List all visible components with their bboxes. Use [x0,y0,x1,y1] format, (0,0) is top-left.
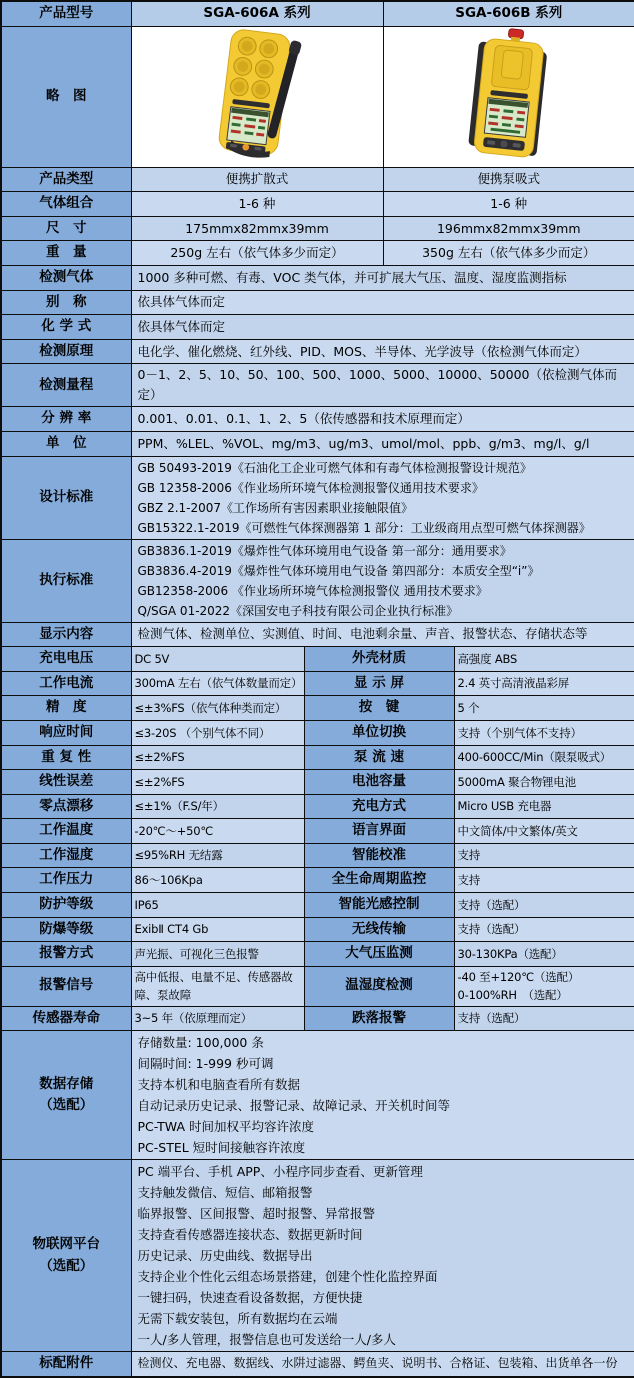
table-row [1,819,634,844]
iot-line: 支持触发微信、短信、邮箱报警 [137,1185,313,1201]
spec-value: 1000 多种可燃、有毒、VOC 类气体，并可扩展大气压、温度、湿度监测指标 [131,265,634,290]
spec-value: ≤±2%FS [131,745,304,770]
spec-value-a: 175mmx82mmx39mm [131,216,383,241]
device-a-image-cell [131,26,383,167]
spec-value-b: 350g 左右（依气体多少而定） [383,241,634,266]
spec-value: 0－1、2、5、10、50、100、500、1000、5000、10000、50000（依检测气体而定） [131,364,634,407]
spec-value: 支持（选配） [454,917,634,942]
table-row [1,216,634,241]
spec-label: 全生命周期监控 [304,868,454,893]
spec-label: 响应时间 [1,720,131,745]
spec-label: 工作电流 [1,671,131,696]
spec-value: ≤±2%FS [131,770,304,795]
iot-line: 临界报警、区间报警、超时报警、异常报警 [137,1206,376,1222]
spec-label: 别 称 [1,290,131,315]
spec-label: 传感器寿命 [1,1006,131,1031]
table-row [1,431,634,456]
iot-platform-value [131,1160,634,1352]
spec-value: 支持 [454,843,634,868]
spec-label: 充电方式 [304,794,454,819]
spec-value: DC 5V [131,647,304,672]
spec-label: 报警信号 [1,966,131,1006]
spec-label: 分 辨 率 [1,407,131,432]
spec-value-b: 1-6 种 [383,192,634,217]
table-row [1,364,634,407]
spec-label: 重 复 性 [1,745,131,770]
spec-value: ExibⅡ CT4 Gb [131,917,304,942]
standard-line: GB3836.1-2019《爆炸性气体环境用电气设备 第一部分：通用要求》 [137,543,512,558]
spec-value: 2.4 英寸高清液晶彩屏 [454,671,634,696]
accessories-row [1,1352,634,1377]
data-storage-value [131,1031,634,1160]
standard-line: Q/SGA 01-2022《深国安电子科技有限公司企业执行标准》 [137,603,459,618]
spec-value: ≤95%RH 无结露 [131,843,304,868]
table-row [1,843,634,868]
sketch-label: 略 图 [1,26,131,167]
spec-value [454,966,634,1006]
table-row [1,917,634,942]
table-row [1,241,634,266]
execution-standards-value [131,539,634,622]
spec-value: 86～106Kpa [131,868,304,893]
spec-value: 5 个 [454,696,634,721]
spec-label: 检测原理 [1,339,131,364]
spec-label: 无线传输 [304,917,454,942]
table-row [1,794,634,819]
spec-value: PPM、%LEL、%VOL、mg/m3、ug/m3、umol/mol、ppb、g/m3、mg/l、g/l [131,431,634,456]
iot-line: 支持查看传感器连接状态、数据更新时间 [137,1227,363,1243]
standard-line: GB 50493-2019《石油化工企业可燃气体和有毒气体检测报警设计规范》 [137,460,532,475]
design-standards-row [1,456,634,539]
table-row [1,942,634,967]
iot-platform-row [1,1160,634,1352]
header-model-label: 产品型号 [1,1,131,26]
spec-label: 尺 寸 [1,216,131,241]
label-line: （选配） [39,1257,94,1274]
spec-value: 支持（选配） [454,893,634,918]
spec-label: 跌落报警 [304,1006,454,1031]
label-line: （选配） [39,1097,94,1114]
spec-value: 5000mA 聚合物锂电池 [454,770,634,795]
spec-label: 防爆等级 [1,917,131,942]
spec-value: 高强度 ABS [454,647,634,672]
spec-label: 线性误差 [1,770,131,795]
spec-value: -20℃～+50℃ [131,819,304,844]
label-line: 物联网平台 [32,1236,100,1253]
standard-line: GB12358-2006 《作业场所环境气体检测报警仪 通用技术要求》 [137,583,488,598]
spec-label: 按 键 [304,696,454,721]
spec-label: 设计标准 [1,456,131,539]
table-row [1,339,634,364]
spec-value: ≤3-20S （个别气体不同） [131,720,304,745]
spec-label: 显 示 屏 [304,671,454,696]
spec-value: 电化学、催化燃烧、红外线、PID、MOS、半导体、光学波导（依检测气体而定） [131,339,634,364]
storage-line: PC-STEL 短时间接触容许浓度 [137,1140,306,1156]
table-row [1,868,634,893]
storage-line: 自动记录历史记录、报警记录、故障记录、开关机时间等 [137,1098,451,1114]
spec-label: 工作湿度 [1,843,131,868]
spec-label: 检测量程 [1,364,131,407]
spec-label: 标配附件 [1,1352,131,1377]
table-row [1,290,634,315]
lcd-screen [227,106,270,144]
iot-line: 历史记录、历史曲线、数据导出 [137,1248,313,1264]
spec-value: 高中低报、电量不足、传感器故障、泵故障 [131,966,304,1006]
storage-line: 存储数量: 100,000 条 [137,1035,264,1051]
standard-line: GBZ 2.1-2007《工作场所有害因素职业接触限值》 [137,500,414,515]
spec-label: 气体组合 [1,192,131,217]
header-series-a: SGA-606A 系列 [131,1,383,26]
spec-value: 支持（选配） [454,1006,634,1031]
spec-label: 防护等级 [1,893,131,918]
spec-value: 支持（个别气体不支持） [454,720,634,745]
standard-line: GB 12358-2006《作业场所环境气体检测报警仪通用技术要求》 [137,480,484,495]
storage-line: PC-TWA 时间加权平均容许浓度 [137,1119,314,1135]
table-header-row [1,1,634,26]
table-row [1,192,634,217]
iot-line: 一键扫码，快速查看设备数据，方便快捷 [137,1290,363,1306]
spec-value: 3~5 年（依原理而定） [131,1006,304,1031]
spec-label: 智能光感控制 [304,893,454,918]
spec-value: 依具体气体而定 [131,315,634,340]
spec-label: 外壳材质 [304,647,454,672]
iot-line: 支持企业个性化云组态场景搭建，创建个性化监控界面 [137,1269,438,1285]
spec-value-a: 250g 左右（依气体多少而定） [131,241,383,266]
spec-value: 声光振、可视化三色报警 [131,942,304,967]
table-row [1,407,634,432]
temp-humidity-line: 0-100%RH （选配） [457,988,568,1003]
standard-line: GB3836.4-2019《爆炸性气体环境用电气设备 第四部分：本质安全型“i”》 [137,563,540,578]
table-row [1,770,634,795]
spec-value: 检测气体、检测单位、实测值、时间、电池剩余量、声音、报警状态、存储状态等 [131,622,634,647]
table-row [1,265,634,290]
header-series-b: SGA-606B 系列 [383,1,634,26]
spec-label: 单 位 [1,431,131,456]
iot-line: 一人/多人管理，报警信息也可发送给一人/多人 [137,1332,396,1348]
table-row [1,167,634,192]
spec-label: 检测气体 [1,265,131,290]
spec-label: 工作温度 [1,819,131,844]
diffusion-detector-image [178,27,336,161]
spec-label: 重 量 [1,241,131,266]
spec-value: 中文简体/中文繁体/英文 [454,819,634,844]
spec-label: 智能校准 [304,843,454,868]
storage-line: 支持本机和电脑查看所有数据 [137,1077,301,1093]
spec-value: 30-130KPa（选配） [454,942,634,967]
spec-label: 大气压监测 [304,942,454,967]
label-line: 数据存储 [39,1075,94,1092]
spec-label: 零点漂移 [1,794,131,819]
design-standards-value [131,456,634,539]
spec-label: 执行标准 [1,539,131,622]
spec-label [1,1160,131,1352]
table-row [1,1006,634,1031]
standard-line: GB15322.1-2019《可燃性气体探测器第 1 部分：工业级商用点型可燃气体探测器》 [137,520,591,535]
spec-label: 工作压力 [1,868,131,893]
spec-value: 依具体气体而定 [131,290,634,315]
spec-value: 400-600CC/Min（限泵吸式） [454,745,634,770]
table-row [1,671,634,696]
spec-value: IP65 [131,893,304,918]
spec-label: 语言界面 [304,819,454,844]
spec-label [1,1031,131,1160]
table-row [1,315,634,340]
spec-label: 显示内容 [1,622,131,647]
spec-label: 化 学 式 [1,315,131,340]
spec-label: 电池容量 [304,770,454,795]
spec-label: 单位切换 [304,720,454,745]
table-row [1,622,634,647]
data-storage-row [1,1031,634,1160]
spec-value: 300mA 左右（依气体数量而定） [131,671,304,696]
execution-standards-row [1,539,634,622]
device-b-image-cell [383,26,634,167]
pump-detector-image [430,27,588,161]
alarm-signal-row [1,966,634,1006]
table-row [1,720,634,745]
spec-value-b: 196mmx82mmx39mm [383,216,634,241]
spec-value-a: 1-6 种 [131,192,383,217]
accessories-value: 检测仪、充电器、数据线、水阱过滤器、鳄鱼夹、说明书、合格证、包装箱、出货单各一份 [131,1352,634,1377]
spec-label: 温湿度检测 [304,966,454,1006]
spec-value-a: 便携扩散式 [131,167,383,192]
spec-label: 产品类型 [1,167,131,192]
spec-value: Micro USB 充电器 [454,794,634,819]
table-row [1,647,634,672]
spec-label: 充电电压 [1,647,131,672]
spec-value: ≤±3%FS（依气体种类而定） [131,696,304,721]
spec-label: 泵 流 速 [304,745,454,770]
storage-line: 间隔时间: 1-999 秒可调 [137,1056,274,1072]
spec-value: 0.001、0.01、0.1、1、2、5（依传感器和技术原理而定） [131,407,634,432]
spec-label: 报警方式 [1,942,131,967]
temp-humidity-line: -40 至+120℃（选配） [457,969,580,984]
spec-value: 支持 [454,868,634,893]
iot-line: PC 端平台、手机 APP、小程序同步查看、更新管理 [137,1164,423,1180]
iot-line: 无需下载安装包，所有数据均在云端 [137,1311,338,1327]
table-row [1,696,634,721]
table-row [1,745,634,770]
lcd-screen [484,97,529,137]
table-row [1,893,634,918]
sketch-row [1,26,634,167]
spec-value-b: 便携泵吸式 [383,167,634,192]
spec-label: 精 度 [1,696,131,721]
spec-value: ≤±1%（F.S/年） [131,794,304,819]
